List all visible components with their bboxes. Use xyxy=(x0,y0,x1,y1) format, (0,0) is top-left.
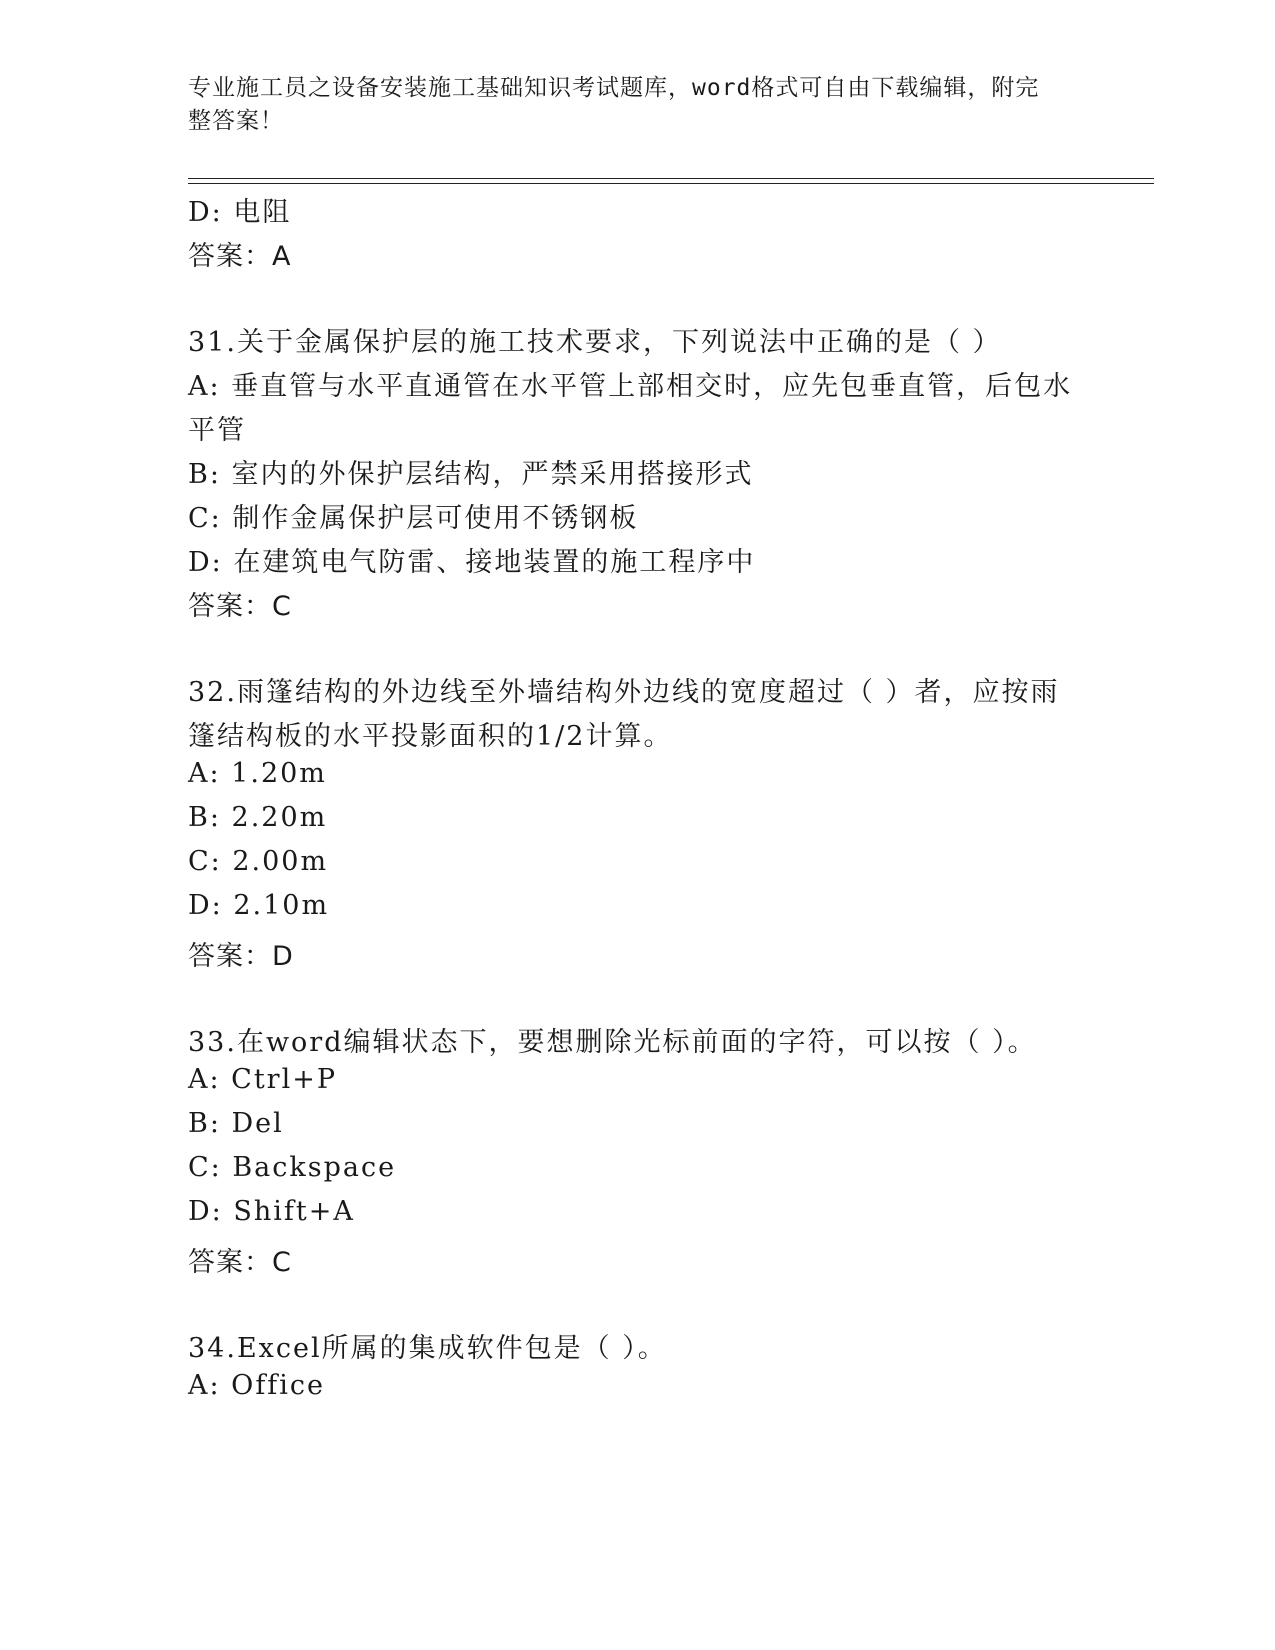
option-c: C: 制作金属保护层可使用不锈钢板 xyxy=(188,503,639,534)
answer-line: 答案：C xyxy=(188,591,292,622)
option-d: D: 在建筑电气防雷、接地装置的施工程序中 xyxy=(188,547,756,578)
option-b: B: 室内的外保护层结构，严禁采用搭接形式 xyxy=(188,459,754,490)
option-c: C: 2.00m xyxy=(188,846,329,877)
question-stem: 34.Excel所属的集成软件包是（ ）。 xyxy=(188,1333,667,1364)
header-divider-bottom xyxy=(188,183,1154,184)
option-d: D: Shift+A xyxy=(188,1196,355,1227)
option-a: A: 垂直管与水平直通管在水平管上部相交时，应先包垂直管，后包水 xyxy=(188,371,1073,402)
question-stem: 32.雨篷结构的外边线至外墙结构外边线的宽度超过（ ）者，应按雨 xyxy=(188,677,1060,708)
document-header xyxy=(188,72,1068,138)
question-stem: 33.在word编辑状态下，要想删除光标前面的字符，可以按（ ）。 xyxy=(188,1027,1037,1058)
option-b: B: 2.20m xyxy=(188,802,328,833)
header-line-2: 整答案！ xyxy=(188,108,284,134)
answer-line: 答案：C xyxy=(188,1247,292,1278)
option-c: C: Backspace xyxy=(188,1152,397,1183)
header-divider-top xyxy=(188,178,1154,179)
question-stem: 31.关于金属保护层的施工技术要求，下列说法中正确的是（ ） xyxy=(188,327,1002,358)
answer-line: 答案：A xyxy=(188,241,292,272)
header-line-1: 专业施工员之设备安装施工基础知识考试题库，word格式可自由下载编辑，附完 xyxy=(188,75,1040,101)
option-d: D: 电阻 xyxy=(188,197,292,228)
option-a: A: Ctrl+P xyxy=(188,1064,338,1095)
question-stem-continued: 篷结构板的水平投影面积的1/2计算。 xyxy=(188,721,673,752)
option-a: A: 1.20m xyxy=(188,758,327,789)
option-d: D: 2.10m xyxy=(188,890,330,921)
answer-line: 答案：D xyxy=(188,941,294,972)
option-b: B: Del xyxy=(188,1108,284,1139)
option-a-continued: 平管 xyxy=(188,415,246,446)
option-a: A: Office xyxy=(188,1370,326,1401)
